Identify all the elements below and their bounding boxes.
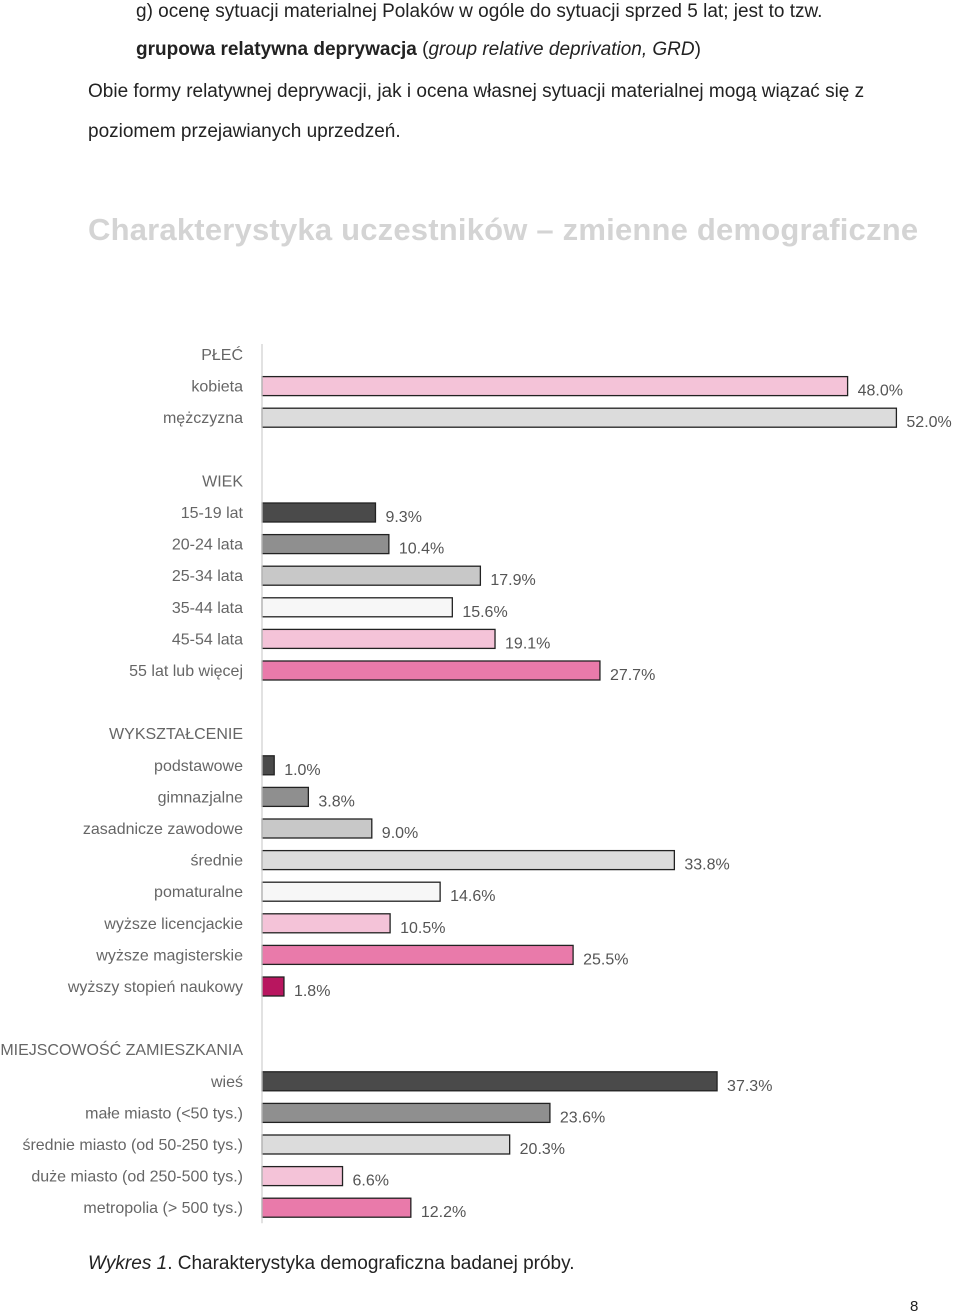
demographics-bar-chart bbox=[0, 330, 960, 1240]
bar-value-label: 17.9% bbox=[490, 572, 536, 590]
bar-category-label: duże miasto (od 250-500 tys.) bbox=[31, 1168, 243, 1186]
bar bbox=[262, 408, 896, 427]
figure-caption bbox=[88, 1252, 575, 1276]
bar-category-label: małe miasto (<50 tys.) bbox=[85, 1105, 243, 1123]
bar-value-label: 14.6% bbox=[450, 888, 496, 906]
bar-value-label: 1.0% bbox=[284, 761, 321, 779]
bar bbox=[262, 377, 848, 396]
bar-category-label: 20-24 lata bbox=[171, 536, 243, 554]
bar-category-label: metropolia (> 500 tys.) bbox=[83, 1200, 243, 1218]
group-title: PŁEĆ bbox=[201, 347, 243, 364]
bar bbox=[262, 756, 274, 775]
bar-category-label: zasadnicze zawodowe bbox=[82, 821, 243, 838]
page-number: 8 bbox=[910, 1298, 919, 1315]
bar bbox=[262, 535, 389, 554]
paragraph-line-3: Obie formy relatywnej deprywacji, jak i ocena własnej sytuacji materialnej mogą wiązać się z bbox=[88, 81, 865, 102]
bar-value-label: 20.3% bbox=[519, 1141, 566, 1158]
paragraph-line-2 bbox=[136, 38, 701, 62]
bar-category-label: podstawowe bbox=[154, 757, 243, 775]
bar bbox=[262, 787, 308, 806]
bar bbox=[262, 661, 600, 680]
bar bbox=[262, 977, 284, 996]
bar bbox=[262, 1135, 510, 1154]
bar-value-label: 12.2% bbox=[420, 1204, 467, 1222]
bar-category-label: gimnazjalne bbox=[157, 789, 243, 807]
bar bbox=[262, 1103, 550, 1122]
bar-category-label: wyższe licencjackie bbox=[104, 915, 243, 933]
bar-value-label: 19.1% bbox=[505, 635, 551, 653]
bar-value-label: 9.0% bbox=[381, 825, 419, 842]
bar bbox=[262, 882, 440, 901]
bar bbox=[262, 629, 495, 648]
bar-category-label: średnie miasto (od 50-250 tys.) bbox=[22, 1137, 243, 1154]
bar-value-label: 9.3% bbox=[385, 509, 422, 526]
bar bbox=[262, 566, 480, 585]
bar-category-label: 45-54 lata bbox=[171, 631, 243, 649]
bar-value-label: 27.7% bbox=[609, 667, 656, 684]
paragraph-line-4: poziomem przejawianych uprzedzeń. bbox=[88, 121, 401, 142]
bar bbox=[262, 1167, 343, 1186]
bar bbox=[262, 945, 573, 964]
bar-category-label: wyższy stopień naukowy bbox=[67, 979, 243, 996]
term-english: group relative deprivation, GRD bbox=[428, 39, 695, 60]
bar-category-label: kobieta bbox=[191, 378, 243, 396]
bar-value-label: 10.5% bbox=[400, 919, 446, 937]
bar-category-label: mężczyzna bbox=[162, 410, 243, 428]
bar-category-label: pomaturalne bbox=[154, 884, 243, 902]
group-title: WYKSZTAŁCENIE bbox=[109, 726, 243, 744]
bar-value-label: 33.8% bbox=[684, 856, 730, 874]
bar bbox=[262, 1198, 411, 1217]
bar-category-label: średnie bbox=[190, 852, 243, 870]
bar-category-label: 35-44 lata bbox=[171, 599, 243, 617]
bar-category-label: wieś bbox=[210, 1073, 243, 1091]
term-bold: grupowa relatywna deprywacja bbox=[136, 39, 417, 60]
bar-category-label: 55 lat lub więcej bbox=[129, 663, 243, 680]
bar bbox=[262, 914, 390, 933]
bar bbox=[262, 598, 452, 617]
bar-category-label: wyższe magisterskie bbox=[96, 947, 243, 965]
paragraph-line-1: g) ocenę sytuacji materialnej Polaków w ogóle do sytuacji sprzed 5 lat; jest to tzw. bbox=[136, 1, 823, 22]
caption-text: . Charakterystyka demograficzna badanej próby. bbox=[167, 1253, 575, 1274]
bar bbox=[262, 1072, 717, 1091]
bar-category-label: 25-34 lata bbox=[171, 568, 243, 586]
bar-value-label: 3.8% bbox=[318, 793, 355, 811]
bar-value-label: 10.4% bbox=[398, 540, 445, 558]
paren-close: ) bbox=[694, 39, 701, 60]
caption-label: Wykres 1 bbox=[88, 1253, 168, 1274]
bar bbox=[262, 819, 372, 838]
bar-value-label: 23.6% bbox=[559, 1109, 606, 1127]
bar-value-label: 37.3% bbox=[727, 1077, 773, 1095]
group-title: MIEJSCOWOŚĆ ZAMIESZKANIA bbox=[0, 1042, 243, 1060]
bar-value-label: 6.6% bbox=[352, 1172, 389, 1190]
bar-value-label: 25.5% bbox=[583, 951, 629, 969]
section-heading: Charakterystyka uczestników – zmienne demograficzne bbox=[88, 212, 919, 247]
bar bbox=[262, 851, 674, 870]
bar-value-label: 48.0% bbox=[857, 382, 903, 400]
group-title: WIEK bbox=[202, 473, 243, 491]
bar-value-label: 15.6% bbox=[462, 603, 508, 621]
bar-category-label: 15-19 lat bbox=[180, 505, 243, 522]
bar-value-label: 52.0% bbox=[906, 414, 952, 432]
bar-value-label: 1.8% bbox=[293, 983, 331, 1000]
bar bbox=[262, 503, 375, 522]
paren-open: ( bbox=[416, 39, 429, 60]
